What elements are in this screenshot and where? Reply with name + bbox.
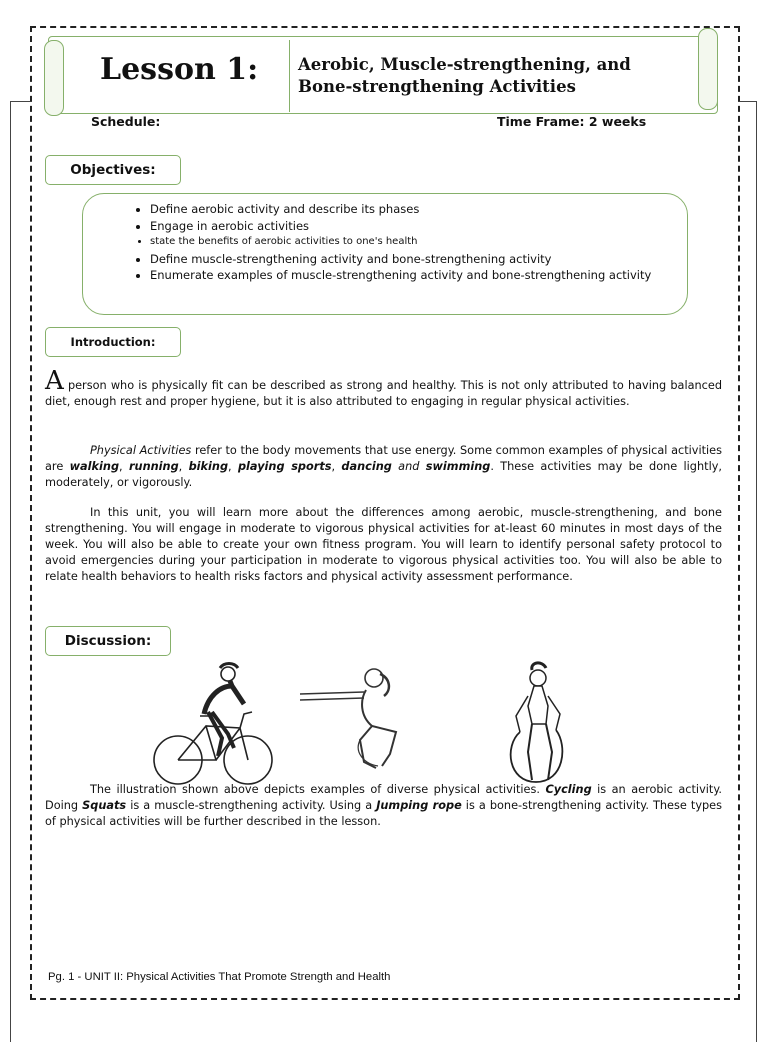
example-biking: biking xyxy=(188,460,229,473)
jump-rope-illustration xyxy=(511,663,563,782)
term-physical-activities: Physical Activities xyxy=(90,444,192,457)
intro-p3-text: In this unit, you will learn more about the differences among aerobic, muscle-strengthening, and bone strengthening. You will engage in moderate to vigorous physical activities for at-least 60 minutes in most days of the week. You will also be able to create your own fitness program. You will learn to identify personal safety protocol to avoid emergencies during your participation in moderate to vigorous physical activities too. You will also be able to relate health behaviors to health risks factors and physical activity assessment performance. xyxy=(45,506,722,583)
example-swimming: swimming xyxy=(425,460,491,473)
time-frame-label: Time Frame: 2 weeks xyxy=(497,114,647,129)
disc-text-d: is a bone-strengthening activity. These types of physical activities will be further described in the lesson. xyxy=(45,799,723,828)
drop-cap: A xyxy=(45,366,64,396)
schedule-label: Schedule: xyxy=(91,114,161,129)
title-divider xyxy=(289,40,290,112)
intro-p2-text-a: refer to the body movements that use energy. Some common examples of physical activities are xyxy=(45,444,723,473)
list-item: • Enumerate examples of muscle-strengthening activity and bone-strengthening activity xyxy=(150,267,670,284)
objectives-heading: Objectives: xyxy=(45,155,181,185)
example-running: running xyxy=(128,460,179,473)
intro-paragraph-1 xyxy=(45,366,722,410)
lesson-number: Lesson 1: xyxy=(100,52,259,87)
example-playing-sports: playing sports xyxy=(237,460,332,473)
squat-illustration xyxy=(300,669,396,768)
discussion-heading: Discussion: xyxy=(45,626,171,656)
objectives-list xyxy=(128,201,670,284)
term-jumping-rope: Jumping rope xyxy=(376,799,462,812)
example-walking: walking xyxy=(69,460,120,473)
list-item: • Define aerobic activity and describe its phases xyxy=(150,201,670,218)
disc-text-c: is a muscle-strengthening activity. Using a xyxy=(126,799,377,812)
term-cycling: Cycling xyxy=(545,783,592,796)
list-item: • state the benefits of aerobic activities to one's health xyxy=(150,234,670,251)
scroll-right-curl xyxy=(698,28,718,110)
scroll-left-curl xyxy=(44,40,64,116)
activity-illustrations xyxy=(128,656,608,786)
list-item: • Define muscle-strengthening activity and bone-strengthening activity xyxy=(150,251,670,268)
discussion-paragraph xyxy=(45,782,722,830)
cyclist-illustration xyxy=(154,664,272,785)
word-and: and xyxy=(398,460,420,473)
example-dancing: dancing xyxy=(341,460,392,473)
list-item: • Engage in aerobic activities xyxy=(150,218,670,235)
page-footer: Pg. 1 - UNIT II: Physical Activities That Promote Strength and Health xyxy=(48,971,391,983)
lesson-title: Aerobic, Muscle-strengthening, and Bone-strengthening Activities xyxy=(298,55,631,96)
term-squats: Squats xyxy=(82,799,127,812)
disc-text-b: is an aerobic activity. Doing xyxy=(45,783,722,812)
intro-paragraph-2: Physical Activities refer to the body movements that use energy. Some common examples of physical activities are walking, running, biking, playing sports, dancing and swimming. These activities may be done lightly, moderately, or vigorously. xyxy=(45,444,723,489)
disc-text-a: The illustration shown above depicts examples of diverse physical activities. xyxy=(90,783,546,796)
intro-p2-text-b: . These activities may be done lightly, moderately, or vigorously. xyxy=(45,460,722,489)
intro-p1-text: person who is physically fit can be described as strong and healthy. This is not only attributed to having balanced diet, enough rest and proper hygiene, but it is also attributed to engaging in regular physical activities. xyxy=(45,379,722,408)
intro-paragraph-3 xyxy=(45,505,722,585)
introduction-heading: Introduction: xyxy=(45,327,181,357)
